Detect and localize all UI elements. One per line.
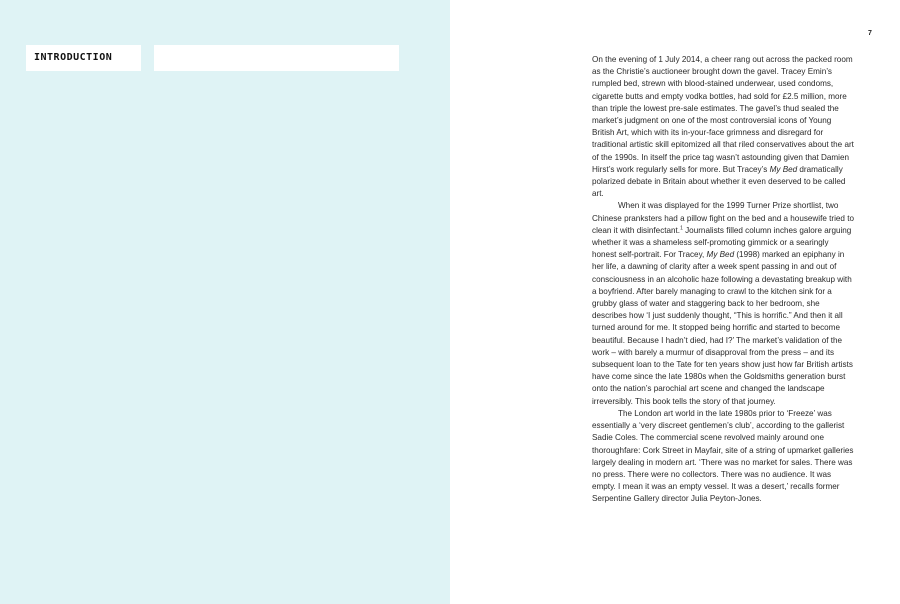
text-run: When it was displayed for the 1999 Turner Prize shortlist, two Chinese pranksters had a pillow fight on the bed and a housewife tried to clean it with disinfectant.	[592, 201, 854, 235]
paragraph	[592, 54, 854, 200]
paragraph	[592, 408, 854, 506]
text-run: Journalists filled column inches galore arguing whether it was a shameless self-promoting gimmick or a searingly honest self-portrait. For Tracey,	[592, 225, 852, 260]
body-text	[592, 54, 854, 506]
italic-title: My Bed	[706, 250, 735, 260]
text-run: On the evening of 1 July 2014, a cheer rang out across the packed room as the Christie’s auctioneer brought down the gavel. Tracey Emin’s rumpled bed, strewn with blood-stained underwear, used condoms, cigarette butts and empty vodka bottles, had sold for £2.5 million, more than triple the lowest pre-sale estimates. The gavel’s thud sealed the market’s judgment on one of the most controversial icons of Young British Art, which with its in-your-face grimness and disregard for traditional artistic skill epitomized all that riled conservatives about the art of the 1990s. In itself the price tag wasn’t astounding given that Damien Hirst’s work regularly sells for more. But Tracey’s	[592, 55, 854, 174]
text-run: dramatically polarized debate in Britain about whether it even deserved to be called art.	[592, 164, 846, 199]
page-number: 7	[868, 30, 872, 37]
section-heading: INTRODUCTION	[26, 45, 141, 71]
footnote-marker: 1	[680, 225, 683, 232]
italic-title: My Bed	[769, 164, 798, 174]
text-run: The London art world in the late 1980s prior to ‘Freeze’ was essentially a ‘very discreet gentlemen’s club’, according to the gallerist Sadie Coles. The commercial scene revolved mainly around one thoroughfare: Cork Street in Mayfair, site of a string of upmarket galleries largely dealing in modern art. ‘There was no market for sales. There was no press. There were no collectors. There was no audience. It was empty. I mean it was an empty vessel. It was a desert,’ recalls former Serpentine Gallery director Julia Peyton-Jones.	[592, 408, 854, 504]
heading-bar	[154, 45, 399, 71]
text-run: (1998) marked an epiphany in her life, a dawning of clarity after a week spent passing in and out of consciousness in an alcoholic haze following a devastating breakup with a boyfriend. After barely managing to crawl to the kitchen sink for a grubby glass of water and staggering back to her bedroom, she describes how ‘I just suddenly thought, “This is horrific.” And then it all turned around for me. It stopped being horrific and started to become beautiful. Because I hadn’t died, had I?’ The market’s validation of the work – with barely a murmur of disapproval from the press – and its subsequent loan to the Tate for ten years show just how far British artists have come since the late 1980s when the Goldsmiths generation burst onto the nation’s parochial art scene and changed the landscape irreversibly. This book tells the story of that journey.	[592, 250, 853, 406]
paragraph	[592, 200, 854, 407]
